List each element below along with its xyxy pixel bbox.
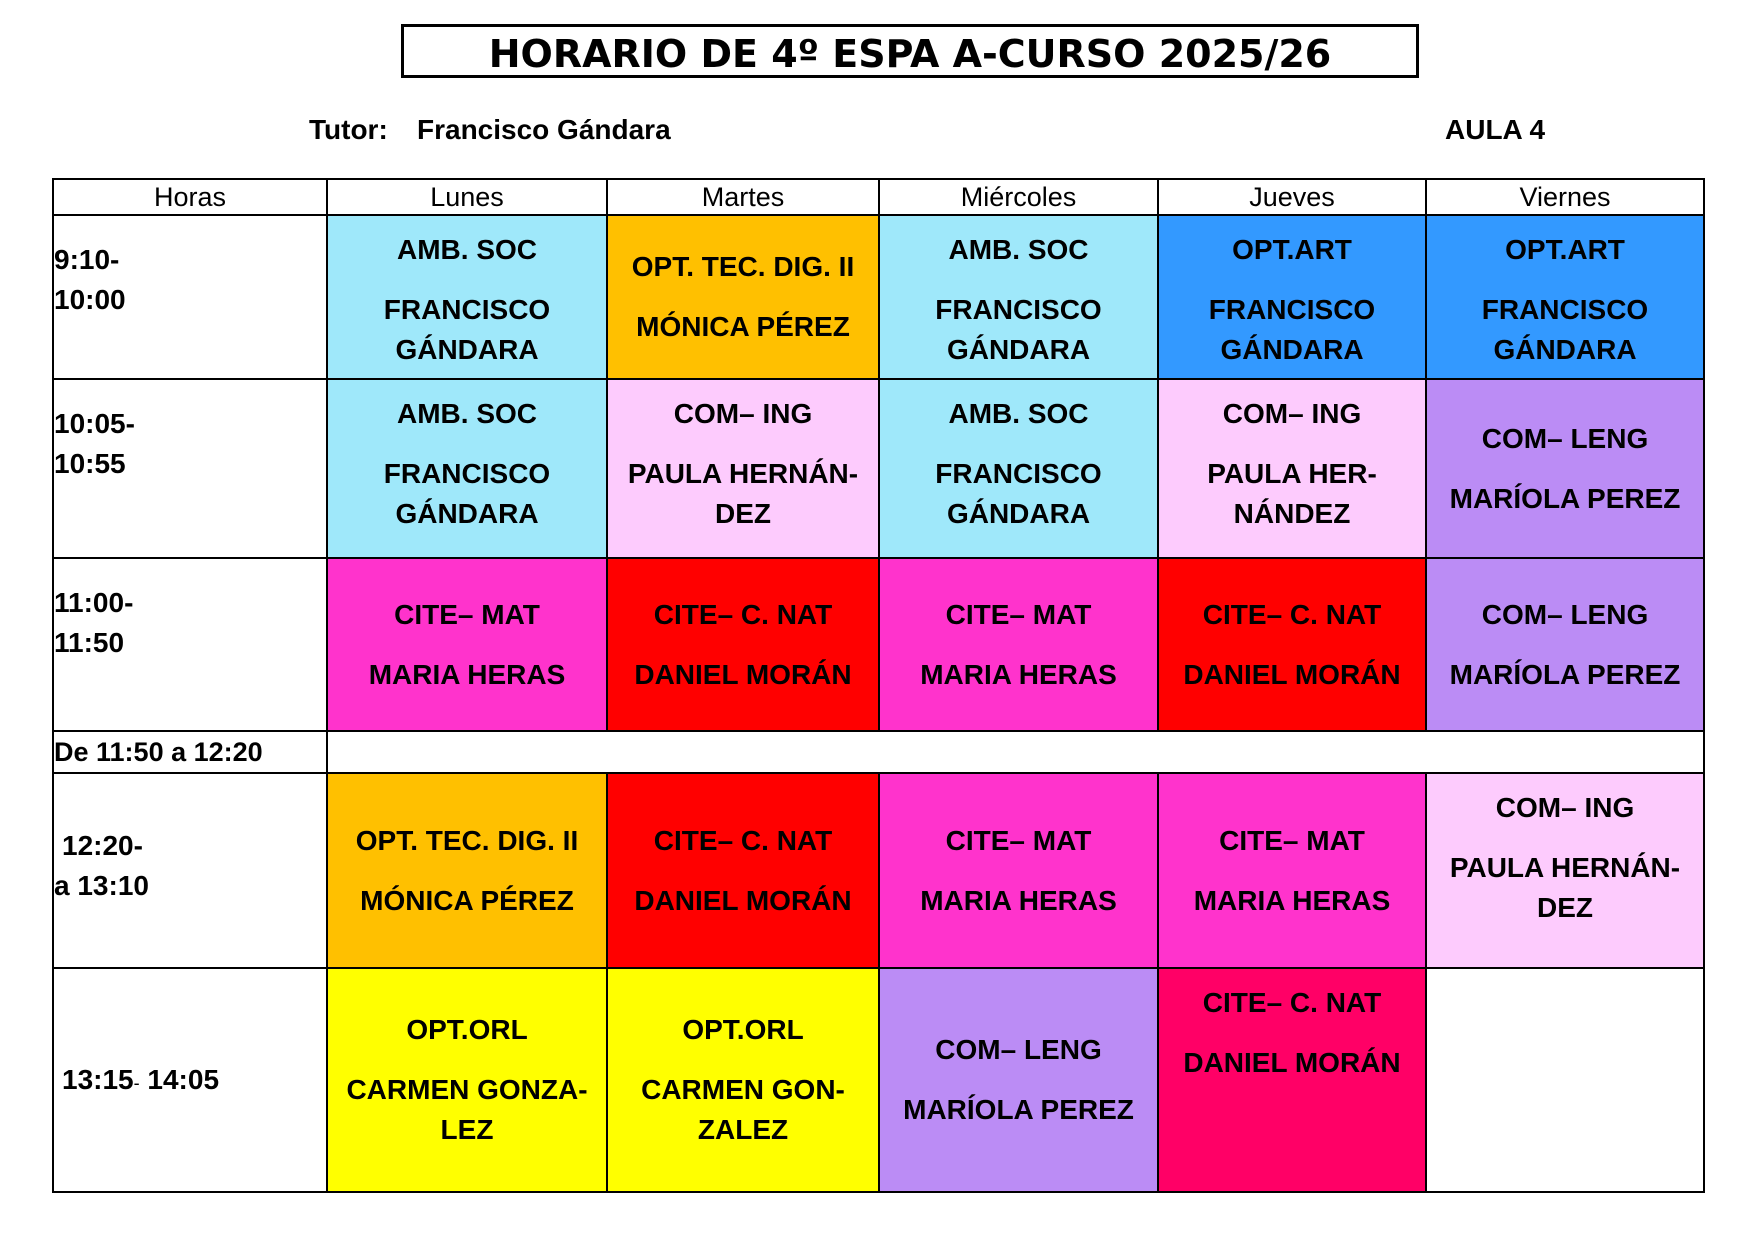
table-row	[53, 379, 1704, 558]
teacher-label: CARMEN GONZA-LEZ	[346, 1074, 588, 1145]
teacher-label: MARIA HERAS	[1193, 884, 1391, 916]
class-cell	[1426, 558, 1704, 731]
teacher-label: FRANCISCO GÁNDARA	[383, 294, 551, 365]
teacher-label: DANIEL MORÁN	[1183, 658, 1401, 690]
class-cell	[1158, 379, 1426, 558]
table-row	[53, 968, 1704, 1192]
class-cell	[1158, 773, 1426, 968]
column-header-wednesday: Miércoles	[879, 179, 1158, 215]
table-row	[53, 558, 1704, 731]
hour-end: a 13:10	[54, 870, 149, 901]
break-cell	[327, 731, 1704, 773]
teacher-label: MARIA HERAS	[920, 658, 1117, 690]
hour-cell	[53, 968, 327, 1192]
hour-end: 14:05	[139, 1064, 220, 1095]
hour-end: 11:50	[54, 627, 125, 658]
subject-label: AMB. SOC	[948, 398, 1089, 429]
class-cell	[1158, 215, 1426, 379]
tutor-name: Francisco Gándara	[417, 114, 671, 145]
hour-cell	[53, 379, 327, 558]
hour-start: 10:05-	[54, 408, 135, 439]
class-cell	[879, 968, 1158, 1192]
title-box	[401, 24, 1419, 78]
subject-label: CITE– C. NAT	[653, 598, 833, 630]
hour-cell	[53, 558, 327, 731]
subject-label: AMB. SOC	[397, 234, 537, 265]
teacher-label: MÓNICA PÉREZ	[360, 884, 574, 916]
subject-label: CITE– C. NAT	[653, 824, 833, 856]
table-row	[53, 215, 1704, 379]
subject-label: OPT. TEC. DIG. II	[355, 824, 579, 856]
teacher-label: MARÍOLA PEREZ	[1449, 482, 1681, 514]
subject-label: COM– ING	[1222, 398, 1362, 429]
class-cell	[879, 379, 1158, 558]
room-label: AULA 4	[1445, 114, 1546, 145]
subject-label: COM– LENG	[1481, 422, 1649, 454]
column-header-monday: Lunes	[327, 179, 607, 215]
table-header-row	[53, 179, 1704, 215]
subject-label: CITE– MAT	[945, 598, 1092, 630]
class-cell	[1426, 215, 1704, 379]
break-time-label: De 11:50 a 12:20	[53, 731, 327, 773]
class-cell	[879, 773, 1158, 968]
teacher-label: DANIEL MORÁN	[634, 658, 852, 690]
hour-start: 11:00-	[54, 587, 134, 618]
subject-label: CITE– C. NAT	[1202, 598, 1382, 630]
teacher-label: PAULA HER-NÁNDEZ	[1207, 458, 1377, 529]
hour-start: 9:10-	[54, 244, 120, 275]
schedule-table	[52, 178, 1705, 1193]
class-cell	[1158, 558, 1426, 731]
subject-label: CITE– MAT	[394, 598, 540, 630]
teacher-label: PAULA HERNÁN-DEZ	[1449, 852, 1681, 923]
class-cell	[1426, 773, 1704, 968]
teacher-label: PAULA HERNÁN-DEZ	[627, 458, 859, 529]
hour-start: 13:15	[62, 1064, 134, 1095]
hour-end: 10:00	[54, 284, 126, 315]
teacher-label: MARIA HERAS	[920, 884, 1117, 916]
column-header-tuesday: Martes	[607, 179, 879, 215]
subject-label: OPT.ART	[1232, 234, 1352, 265]
class-cell	[607, 968, 879, 1192]
class-cell	[607, 773, 879, 968]
class-cell	[327, 558, 607, 731]
subject-label: AMB. SOC	[948, 234, 1089, 265]
teacher-label: FRANCISCO GÁNDARA	[935, 458, 1102, 529]
class-cell	[607, 379, 879, 558]
subject-label: AMB. SOC	[397, 398, 537, 429]
teacher-label: MARIA HERAS	[368, 658, 566, 690]
class-cell	[327, 215, 607, 379]
class-cell	[327, 773, 607, 968]
class-cell	[879, 215, 1158, 379]
subject-label: CITE– MAT	[1219, 824, 1365, 856]
subject-label: OPT. TEC. DIG. II	[631, 251, 855, 282]
class-cell	[607, 558, 879, 731]
class-cell	[1426, 379, 1704, 558]
hour-start: 12:20-	[62, 830, 143, 861]
hour-cell	[53, 215, 327, 379]
teacher-label: MARÍOLA PEREZ	[903, 1094, 1134, 1125]
subject-label: COM– ING	[673, 398, 813, 429]
break-row	[53, 731, 1704, 773]
class-cell	[327, 379, 607, 558]
column-header-hours: Horas	[53, 179, 327, 215]
column-header-friday: Viernes	[1426, 179, 1704, 215]
teacher-label: CARMEN GON-ZALEZ	[641, 1074, 845, 1145]
teacher-label: FRANCISCO GÁNDARA	[1481, 294, 1649, 365]
subject-label: CITE– MAT	[945, 824, 1092, 856]
teacher-label: DANIEL MORÁN	[1183, 1047, 1401, 1078]
page-title: HORARIO DE 4º ESPA A-CURSO 2025/26	[488, 32, 1332, 76]
teacher-label: MÓNICA PÉREZ	[636, 311, 850, 342]
subject-label: OPT.ORL	[682, 1014, 804, 1045]
class-cell	[607, 215, 879, 379]
column-header-thursday: Jueves	[1158, 179, 1426, 215]
subject-label: COM– ING	[1495, 792, 1635, 823]
subject-label: COM– LENG	[1481, 598, 1649, 630]
teacher-label: FRANCISCO GÁNDARA	[935, 294, 1102, 365]
teacher-label: FRANCISCO GÁNDARA	[1208, 294, 1376, 365]
teacher-label: DANIEL MORÁN	[634, 884, 852, 916]
teacher-label: MARÍOLA PEREZ	[1449, 658, 1681, 690]
hour-separator: -	[133, 1073, 140, 1093]
class-cell	[327, 968, 607, 1192]
class-cell	[1158, 968, 1426, 1192]
table-row	[53, 773, 1704, 968]
subject-label: OPT.ORL	[406, 1014, 528, 1045]
subject-label: CITE– C. NAT	[1202, 987, 1382, 1018]
class-cell	[879, 558, 1158, 731]
subject-label: OPT.ART	[1505, 234, 1625, 265]
teacher-label: FRANCISCO GÁNDARA	[383, 458, 551, 529]
hour-end: 10:55	[54, 448, 126, 479]
tutor-label: Tutor:	[309, 114, 388, 145]
subject-label: COM– LENG	[935, 1034, 1102, 1065]
hour-cell	[53, 773, 327, 968]
class-cell-empty	[1426, 968, 1704, 1192]
